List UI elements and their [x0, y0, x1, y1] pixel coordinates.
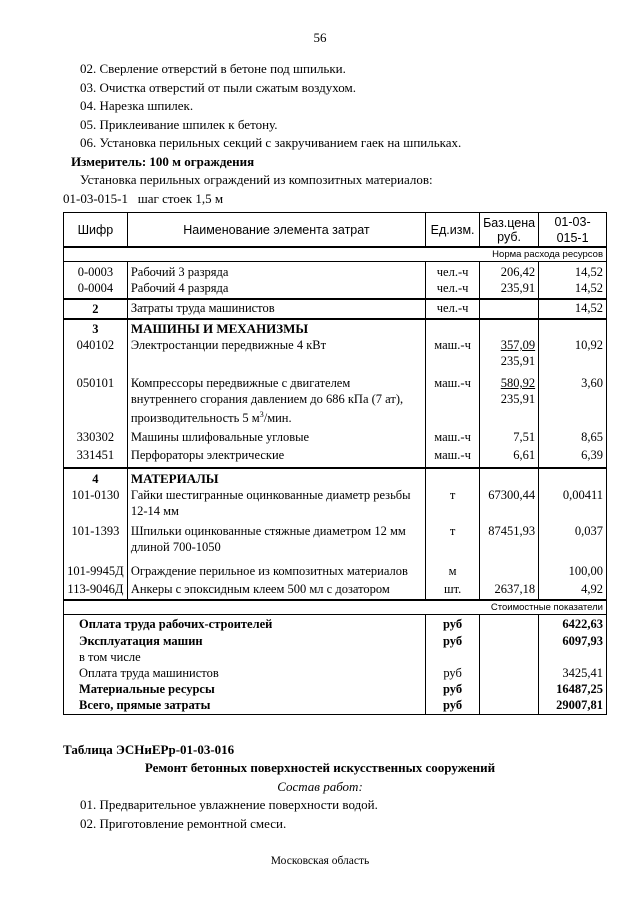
install-title: Установка перильных ограждений из композитных материалов: [80, 172, 433, 187]
row-unit: чел.-ч [426, 299, 480, 319]
table2-title: Таблица ЭСНиЕРр-01-03-016 [63, 742, 235, 757]
row-name-line: Шпильки оцинкованные стяжные диаметром 12 мм [130, 524, 406, 539]
row-name-line: 12-14 мм [130, 504, 179, 519]
work-step: 04. Нарезка шпилек. [80, 98, 194, 113]
row-price [480, 555, 539, 579]
row-norm: 8,65 [539, 426, 607, 445]
row-price [480, 369, 539, 426]
cost-value [539, 649, 607, 665]
row-code: 0-0003 [64, 262, 128, 281]
row-name: Перфораторы электрические [127, 445, 425, 468]
row-name [127, 369, 425, 426]
row-price: 6,61 [480, 445, 539, 468]
row-norm: 14,52 [539, 262, 607, 281]
work-step: 06. Установка перильных секций с закручиванием гаек на шпильках. [80, 135, 462, 150]
price-current: 580,92 [500, 376, 536, 390]
section-row [64, 319, 607, 337]
header-norm: 01-03-015-1 [539, 213, 607, 248]
cost-label: Стоимостные показатели [64, 600, 607, 615]
work-step: 02. Приготовление ремонтной смеси. [80, 816, 287, 831]
cost-value: 6422,63 [539, 615, 607, 633]
row-unit: чел.-ч [426, 262, 480, 281]
footer-region: Московская область [270, 855, 370, 867]
composition-heading: Состав работ: [277, 779, 363, 794]
row-code: 101-0130 [64, 487, 128, 519]
table-row [64, 426, 607, 445]
work-step: 05. Приклеивание шпилек к бетону. [80, 117, 278, 132]
work-step: 01. Предварительное увлажнение поверхности водой. [80, 797, 378, 812]
cost-name: Оплата труда рабочих-строителей [64, 615, 426, 633]
cost-name: Материальные ресурсы [64, 681, 426, 697]
norm-label: Норма расхода ресурсов [64, 247, 607, 262]
header-unit: Ед.изм. [426, 213, 480, 248]
row-norm: 14,52 [539, 280, 607, 299]
row-code: 0-0004 [64, 280, 128, 299]
row-price: 2637,18 [480, 579, 539, 600]
cost-value: 6097,93 [539, 632, 607, 649]
row-code: 101-9945Д [64, 555, 128, 579]
cost-row [64, 681, 607, 697]
price-machinist: 235,91 [500, 392, 536, 406]
row-price: 67300,44 [480, 487, 539, 519]
norm-label-row [64, 247, 607, 262]
header-price [480, 213, 539, 248]
row-unit: м [426, 555, 480, 579]
cost-value: 29007,81 [539, 697, 607, 715]
table-header [64, 213, 607, 248]
row-norm: 4,92 [539, 579, 607, 600]
row-name-line: Гайки шестигранные оцинкованные диаметр резьбы [130, 488, 411, 503]
header-code: Шифр [64, 213, 128, 248]
table-row [64, 555, 607, 579]
row-name-line [131, 407, 422, 426]
page-number: 56 [313, 30, 327, 45]
row-norm: 0,037 [539, 519, 607, 555]
row-unit: маш.-ч [426, 337, 480, 369]
section-title: МАШИНЫ И МЕХАНИЗМЫ [127, 319, 425, 337]
section-code: 3 [64, 319, 128, 337]
row-price: 206,42 [480, 262, 539, 281]
header-price-line2: руб. [497, 229, 521, 244]
row-name-line: Компрессоры передвижные с двигателем [130, 376, 351, 390]
row-unit: т [426, 487, 480, 519]
table-row [64, 579, 607, 600]
row-name [127, 519, 425, 555]
cost-unit [426, 649, 480, 665]
table-row [64, 369, 607, 426]
table-row [64, 337, 607, 369]
row-code: 113-9046Д [64, 579, 128, 600]
cost-row [64, 649, 607, 665]
table2-subtitle: Ремонт бетонных поверхностей искусственных сооружений [144, 760, 496, 775]
row-name: Электростанции передвижные 4 кВт [127, 337, 425, 369]
row-unit: чел.-ч [426, 280, 480, 299]
cost-row [64, 665, 607, 681]
row-norm: 0,00411 [539, 487, 607, 519]
table-row [64, 445, 607, 468]
cost-row [64, 632, 607, 649]
row-code: 101-1393 [64, 519, 128, 555]
table-row [64, 299, 607, 319]
row-name: Анкеры с эпоксидным клеем 500 мл с дозатором [127, 579, 425, 600]
row-name-sup: 3 [259, 410, 264, 419]
header-name: Наименование элемента затрат [127, 213, 425, 248]
cost-name: Эксплуатация машин [64, 632, 426, 649]
cost-unit: руб [426, 632, 480, 649]
cost-name: Оплата труда машинистов [64, 665, 426, 681]
code-line: 01-03-015-1 шаг стоек 1,5 м [63, 191, 224, 206]
row-name: Рабочий 3 разряда [127, 262, 425, 281]
row-price: 235,91 [480, 280, 539, 299]
row-name: Затраты труда машинистов [127, 299, 425, 319]
row-name-line: внутреннего сгорания давлением до 686 кПа (7 ат), [130, 392, 404, 406]
row-name: Машины шлифовальные угловые [127, 426, 425, 445]
row-name: Рабочий 4 разряда [127, 280, 425, 299]
row-unit: шт. [426, 579, 480, 600]
cost-unit: руб [426, 681, 480, 697]
row-price [480, 299, 539, 319]
cost-row [64, 697, 607, 715]
table-row [64, 519, 607, 555]
cost-name: в том числе [64, 649, 426, 665]
cost-unit: руб [426, 615, 480, 633]
row-norm: 6,39 [539, 445, 607, 468]
cost-unit: руб [426, 697, 480, 715]
row-code: 040102 [64, 337, 128, 369]
row-unit: маш.-ч [426, 369, 480, 426]
cost-unit: руб [426, 665, 480, 681]
cost-value: 3425,41 [539, 665, 607, 681]
row-norm: 100,00 [539, 555, 607, 579]
work-step: 03. Очистка отверстий от пыли сжатым воздухом. [80, 80, 356, 95]
table-row [64, 262, 607, 281]
table-row [64, 280, 607, 299]
cost-row [64, 615, 607, 633]
row-norm: 3,60 [539, 369, 607, 426]
section-title: МАТЕРИАЛЫ [127, 468, 425, 487]
row-norm: 14,52 [539, 299, 607, 319]
row-unit: т [426, 519, 480, 555]
measure-unit: Измеритель: 100 м ограждения [71, 154, 255, 169]
row-price: 87451,93 [480, 519, 539, 555]
row-code: 330302 [64, 426, 128, 445]
table-row [64, 487, 607, 519]
resource-table [63, 212, 607, 715]
cost-name: Всего, прямые затраты [64, 697, 426, 715]
row-norm: 10,92 [539, 337, 607, 369]
row-name [127, 487, 425, 519]
row-name: Ограждение перильное из композитных материалов [127, 555, 425, 579]
row-name-part: производительность 5 м [130, 411, 260, 426]
price-current: 357,09 [500, 338, 536, 352]
row-unit: маш.-ч [426, 445, 480, 468]
row-name-part: /мин. [263, 411, 292, 426]
row-code: 050101 [64, 369, 128, 426]
header-price-line1: Баз.цена [483, 215, 536, 230]
cost-label-row [64, 600, 607, 615]
row-name-line: длиной 700-1050 [130, 540, 221, 555]
work-step: 02. Сверление отверстий в бетоне под шпильки. [80, 61, 346, 76]
price-machinist: 235,91 [500, 354, 536, 368]
row-code: 2 [64, 299, 128, 319]
section-code: 4 [64, 468, 128, 487]
row-code: 331451 [64, 445, 128, 468]
section-row [64, 468, 607, 487]
row-price [480, 337, 539, 369]
row-unit: маш.-ч [426, 426, 480, 445]
row-price: 7,51 [480, 426, 539, 445]
cost-value: 16487,25 [539, 681, 607, 697]
